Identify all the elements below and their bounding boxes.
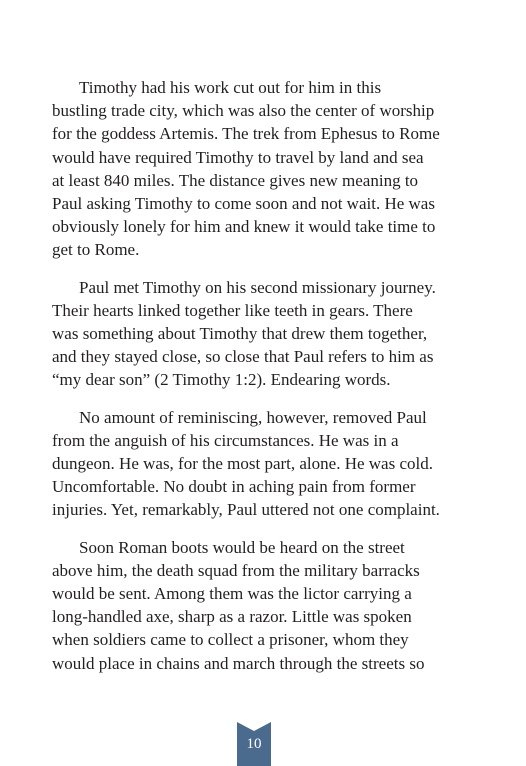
text-line: from the anguish of his circumstances. He was in a — [52, 430, 399, 450]
text-line: when soldiers came to collect a prisoner, whom they — [52, 630, 409, 650]
paragraph — [52, 276, 468, 392]
text-line: long-handled axe, sharp as a razor. Little was spoken — [52, 607, 412, 627]
text-line: would be sent. Among them was the lictor carrying a — [52, 584, 412, 604]
paragraph — [52, 406, 468, 522]
text-line: bustling trade city, which was also the center of worship — [52, 101, 435, 121]
page-number: 10 — [246, 736, 262, 752]
text-line: “my dear son” (2 Timothy 1:2). Endearing words. — [52, 370, 391, 390]
text-line: obviously lonely for him and knew it would take time to — [52, 217, 436, 237]
text-line: injuries. Yet, remarkably, Paul uttered not one complaint. — [52, 500, 440, 520]
text-line: get to Rome. — [52, 240, 140, 260]
text-line: Soon Roman boots would be heard on the street — [79, 537, 405, 557]
text-line: would have required Timothy to travel by land and sea — [52, 147, 424, 167]
text-line: Paul met Timothy on his second missionary journey. — [79, 277, 436, 297]
text-line: above him, the death squad from the military barracks — [52, 560, 420, 580]
text-line: would place in chains and march through the streets so — [52, 653, 425, 673]
text-line: Uncomfortable. No doubt in aching pain from former — [52, 477, 416, 497]
text-line: for the goddess Artemis. The trek from Ephesus to Rome — [52, 124, 440, 144]
text-line: No amount of reminiscing, however, removed Paul — [79, 407, 427, 427]
page-body — [52, 76, 468, 689]
paragraph — [52, 536, 468, 675]
text-line: and they stayed close, so close that Paul refers to him as — [52, 347, 434, 367]
text-line: at least 840 miles. The distance gives new meaning to — [52, 170, 419, 190]
paragraph — [52, 76, 468, 262]
text-line: Timothy had his work cut out for him in this — [79, 78, 382, 97]
page-number-tab — [237, 722, 271, 766]
text-line: Paul asking Timothy to come soon and not wait. He was — [52, 194, 435, 214]
text-line: was something about Timothy that drew them together, — [52, 324, 428, 344]
text-line: Their hearts linked together like teeth in gears. There — [52, 300, 413, 320]
text-line: dungeon. He was, for the most part, alone. He was cold. — [52, 454, 433, 474]
